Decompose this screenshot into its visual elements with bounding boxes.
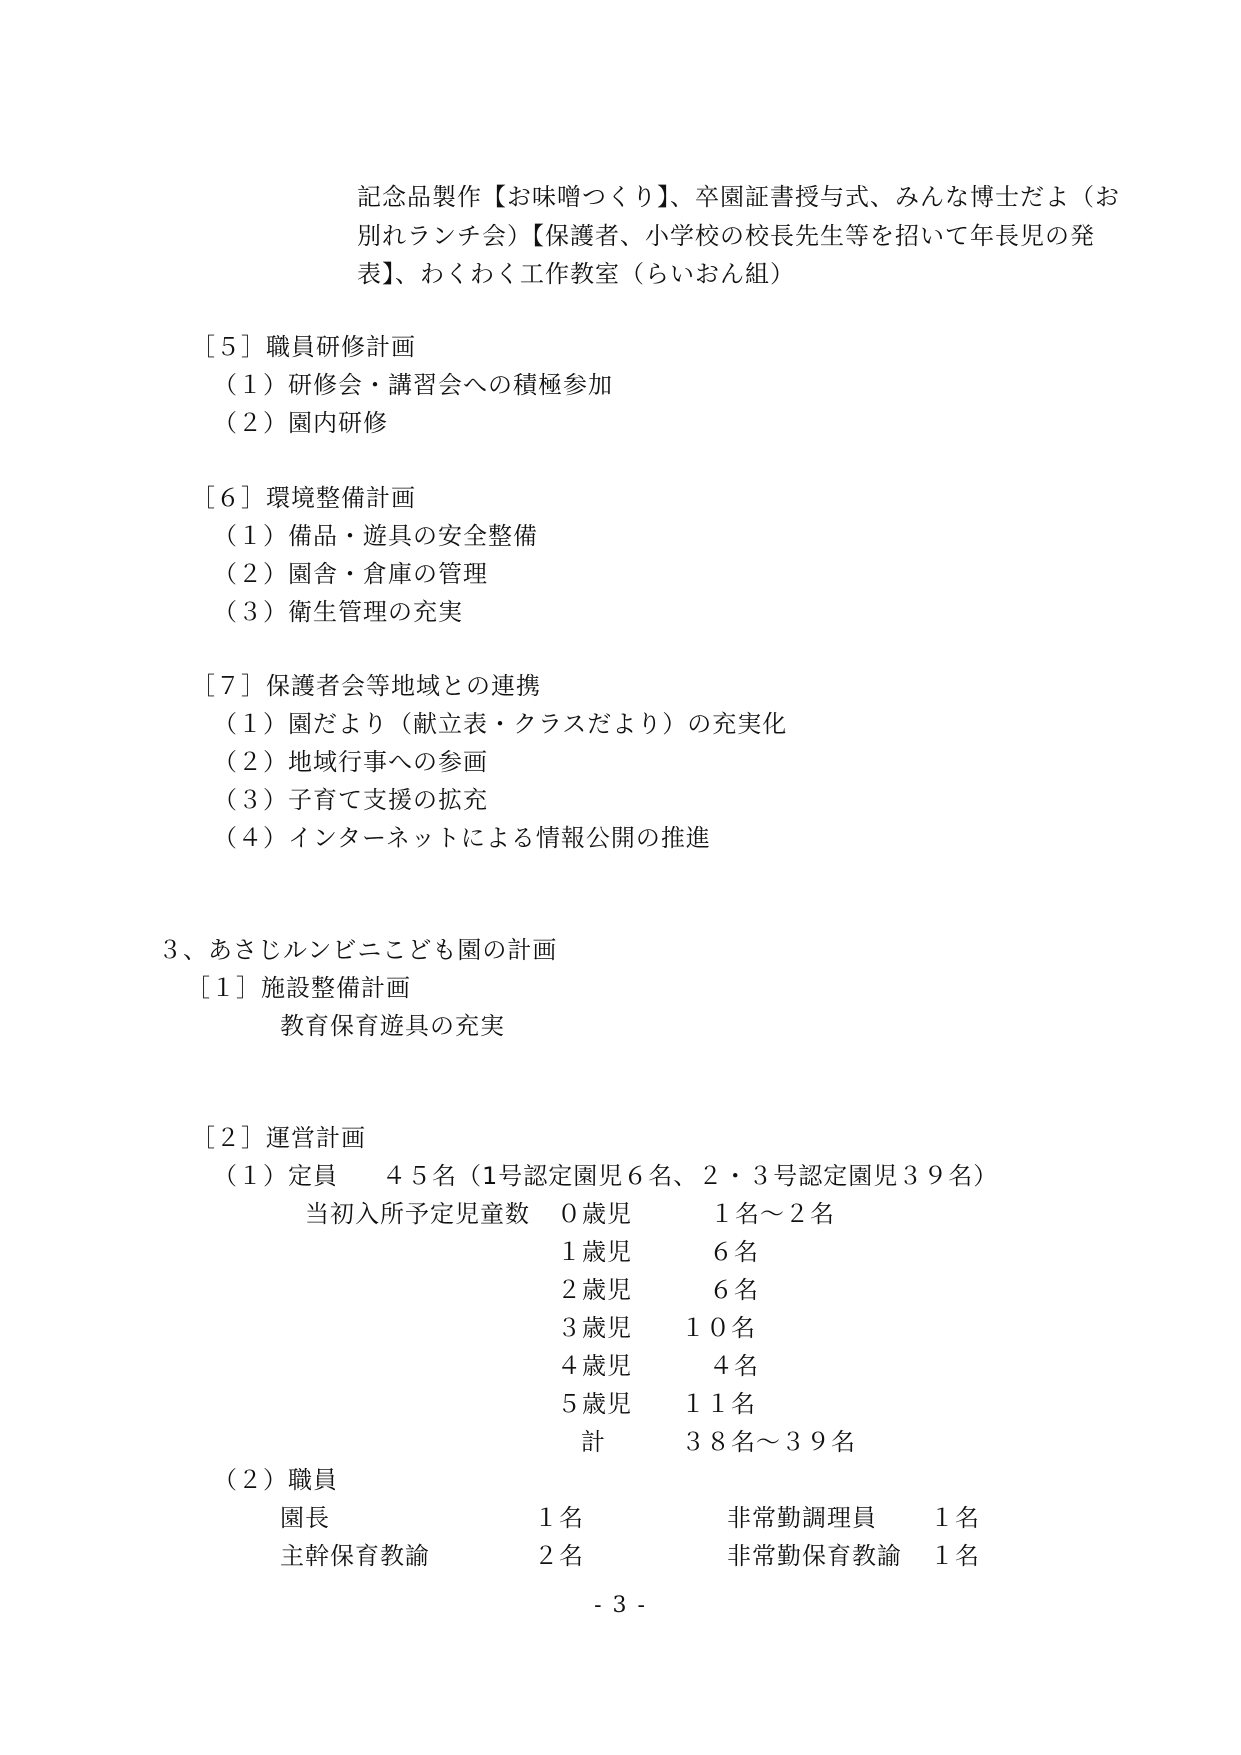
list-item: （２）地域行事への参画 xyxy=(213,748,488,776)
section-heading: ［１］施設整備計画 xyxy=(186,974,411,1002)
list-item: （３）子育て支援の拡充 xyxy=(213,786,488,814)
list-item: （２）園内研修 xyxy=(213,409,388,437)
total-count: ３８名～３９名 xyxy=(681,1428,856,1456)
chapter-heading: ３、あさじルンビニこども園の計画 xyxy=(158,936,558,964)
staff-role: 主幹保育教諭 xyxy=(280,1542,430,1570)
age-label: ３歳児 xyxy=(557,1314,632,1342)
page-number: - 3 - xyxy=(594,1593,647,1618)
age-count: ６名 xyxy=(709,1238,759,1266)
age-label: ５歳児 xyxy=(557,1390,632,1418)
staff-count: ２名 xyxy=(534,1542,584,1570)
total-label: 計 xyxy=(581,1428,606,1456)
staff-count: １名 xyxy=(930,1542,980,1570)
age-label: １歳児 xyxy=(557,1238,632,1266)
age-count: ４名 xyxy=(709,1352,759,1380)
age-label: ４歳児 xyxy=(557,1352,632,1380)
body-text: 教育保育遊具の充実 xyxy=(280,1012,505,1040)
list-item: （３）衛生管理の充実 xyxy=(213,598,463,626)
section-heading: ［２］運営計画 xyxy=(191,1124,366,1152)
section-heading: ［６］環境整備計画 xyxy=(191,484,416,512)
paragraph-line: 表】、わくわく工作教室（らいおん組） xyxy=(357,260,795,288)
section-heading: ［７］保護者会等地域との連携 xyxy=(191,672,541,700)
list-item: （１）園だより（献立表・クラスだより）の充実化 xyxy=(213,710,788,738)
age-count: ６名 xyxy=(709,1276,759,1304)
age-count: １１名 xyxy=(681,1390,756,1418)
enrollment-label: 当初入所予定児童数 xyxy=(305,1200,530,1228)
paragraph-line: 記念品製作【お味噌つくり】、卒園証書授与式、みんな博士だよ（お xyxy=(357,183,1120,211)
age-label: ２歳児 xyxy=(557,1276,632,1304)
staff-heading: （２）職員 xyxy=(213,1466,338,1494)
capacity-value: ４５名（1号認定園児６名、２・３号認定園児３９名） xyxy=(382,1162,999,1190)
staff-role: 非常勤保育教諭 xyxy=(727,1542,902,1570)
list-item: （１）備品・遊具の安全整備 xyxy=(213,522,538,550)
staff-count: １名 xyxy=(930,1504,980,1532)
paragraph-line: 別れランチ会）【保護者、小学校の校長先生等を招いて年長児の発 xyxy=(357,222,1095,250)
list-item: （１）研修会・講習会への積極参加 xyxy=(213,371,613,399)
staff-role: 非常勤調理員 xyxy=(727,1504,877,1532)
list-item: （２）園舎・倉庫の管理 xyxy=(213,560,488,588)
capacity-label: （１）定員 xyxy=(213,1162,338,1190)
section-heading: ［５］職員研修計画 xyxy=(191,333,416,361)
age-count: １名～２名 xyxy=(710,1200,835,1228)
list-item: （４）インターネットによる情報公開の推進 xyxy=(213,824,711,852)
staff-count: １名 xyxy=(534,1504,584,1532)
age-label: ０歳児 xyxy=(557,1200,632,1228)
staff-role: 園長 xyxy=(280,1504,330,1532)
age-count: １０名 xyxy=(681,1314,756,1342)
